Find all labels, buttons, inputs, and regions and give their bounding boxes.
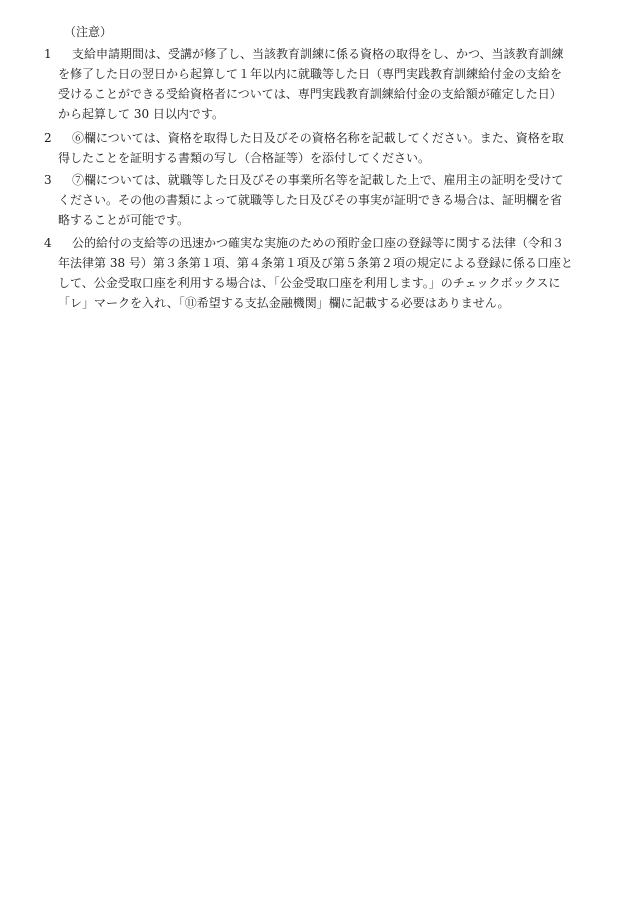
note-number: 3 — [44, 173, 52, 187]
note-number: 1 — [44, 47, 52, 61]
note-item-1 — [44, 44, 584, 124]
note-item-2 — [44, 128, 584, 168]
note-text-line: を修了した日の翌日から起算して１年以内に就職等した日（専門実践教育訓練給付金の支給を — [58, 67, 563, 81]
note-text-line: 年法律第 38 号）第３条第１項、第４条第１項及び第５条第２項の規定による登録に係る口座と — [58, 256, 573, 270]
notes-heading: （注意） — [64, 25, 113, 39]
note-text-line: から起算して 30 日以内です。 — [58, 107, 224, 121]
note-text-line: ⑥欄については、資格を取得した日及びその資格名称を記載してください。また、資格を取 — [72, 131, 564, 145]
note-number: 2 — [44, 131, 52, 145]
note-text-line: ⑦欄については、就職等した日及びその事業所名等を記載した上で、雇用主の証明を受けて — [72, 173, 564, 187]
note-text-line: ください。その他の書類によって就職等した日及びその事実が証明できる場合は、証明欄を省 — [58, 193, 563, 207]
note-text-line: 得したことを証明する書類の写し（合格証等）を添付してください。 — [58, 151, 431, 165]
note-text-line: 「レ」マークを入れ、「⑪希望する支払金融機関」欄に記載する必要はありません。 — [58, 296, 510, 310]
note-number: 4 — [44, 236, 52, 250]
note-text-line: 受けることができる受給資格者については、専門実践教育訓練給付金の支給額が確定した日） — [58, 87, 562, 101]
note-item-4 — [44, 233, 584, 313]
note-text-line: 略することが可能です。 — [58, 213, 190, 227]
note-text-line: して、公金受取口座を利用する場合は、「公金受取口座を利用します。」のチェックボックスに — [58, 276, 561, 290]
note-item-3 — [44, 170, 584, 230]
note-text-line: 公的給付の支給等の迅速かつ確実な実施のための預貯金口座の登録等に関する法律（令和３ — [72, 236, 565, 250]
note-text-line: 支給申請期間は、受講が修了し、当該教育訓練に係る資格の取得をし、かつ、当該教育訓練 — [72, 47, 564, 61]
